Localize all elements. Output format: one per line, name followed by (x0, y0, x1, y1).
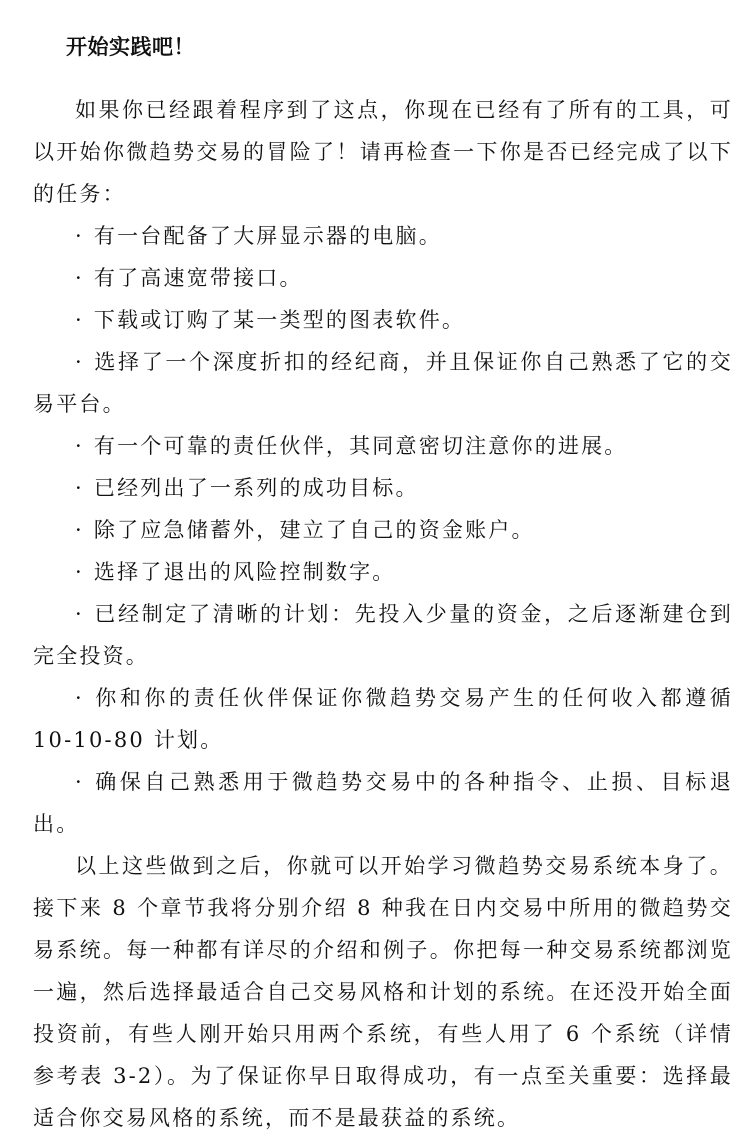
bullet-mark: · (75, 308, 84, 332)
checklist-item-text: 已经制定了清晰的计划：先投入少量的资金，之后逐渐建仓到完全投资。 (33, 602, 733, 668)
bullet-mark: · (75, 518, 84, 542)
checklist-item-text: 选择了一个深度折扣的经纪商，并且保证你自己熟悉了它的交易平台。 (33, 350, 733, 416)
checklist-item (33, 593, 733, 677)
bullet-mark: · (75, 476, 84, 500)
checklist-item (33, 341, 733, 425)
bullet-mark: · (75, 350, 84, 374)
checklist-item-text: 除了应急储蓄外，建立了自己的资金账户。 (93, 518, 535, 542)
checklist-item-text: 下载或订购了某一类型的图表软件。 (93, 308, 466, 332)
checklist-item-text: 你和你的责任伙伴保证你微趋势交易产生的任何收入都遵循 10-10-80 计划。 (33, 686, 733, 752)
intro-paragraph: 如果你已经跟着程序到了这点，你现在已经有了所有的工具，可以开始你微趋势交易的冒险了！请再检查一下你是否已经完成了以下的任务： (33, 98, 733, 206)
checklist-item (33, 761, 733, 845)
bullet-mark: · (75, 266, 84, 290)
checklist-item-text: 选择了退出的风险控制数字。 (93, 560, 396, 584)
checklist-item (33, 215, 733, 257)
checklist-item (33, 425, 733, 467)
section-heading: 开始实践吧！ (66, 35, 195, 59)
checklist-item (33, 257, 733, 299)
checklist-item-text: 确保自己熟悉用于微趋势交易中的各种指令、止损、目标退出。 (33, 770, 733, 836)
task-checklist (33, 215, 733, 845)
checklist-item-text: 有一个可靠的责任伙伴，其同意密切注意你的进展。 (93, 434, 628, 458)
checklist-item (33, 677, 733, 761)
bullet-mark: · (75, 224, 84, 248)
bullet-mark: · (75, 560, 84, 584)
bullet-mark: · (75, 770, 84, 794)
section-body (33, 89, 733, 1139)
closing-paragraph: 以上这些做到之后，你就可以开始学习微趋势交易系统本身了。接下来 8 个章节我将分别介绍 8 种我在日内交易中所用的微趋势交易系统。每一种都有详尽的介绍和例子。你把每一种交易系统都浏览一遍，然后选择最适合自己交易风格和计划的系统。在还没开始全面投资前，有些人刚开始只用两个系统，有些人用了 6 个系统（详情参考表 3-2）。为了保证你早日取得成功，有一点至关重要：选择最适合你交易风格的系统，而不是最获益的系统。 (33, 854, 733, 1130)
checklist-item-text: 有了高速宽带接口。 (93, 266, 303, 290)
checklist-item-text: 已经列出了一系列的成功目标。 (93, 476, 419, 500)
checklist-item (33, 299, 733, 341)
checklist-item (33, 551, 733, 593)
bullet-mark: · (75, 434, 84, 458)
bullet-mark: · (75, 602, 84, 626)
checklist-item (33, 509, 733, 551)
bullet-mark: · (75, 686, 84, 710)
checklist-item-text: 有一台配备了大屏显示器的电脑。 (93, 224, 442, 248)
checklist-item (33, 467, 733, 509)
